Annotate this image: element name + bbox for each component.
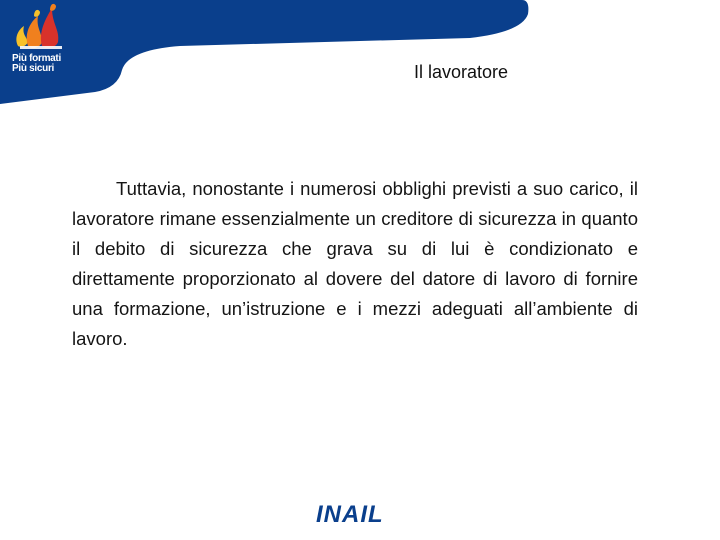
slide-title: Il lavoratore — [414, 62, 509, 82]
header-band — [0, 0, 720, 110]
logo-text: Più formati Più sicuri — [12, 53, 61, 74]
body-paragraph: Tuttavia, nonostante i numerosi obblighi previsti a suo carico, il lavoratore rimane essenzialmente un creditore di sicurezza in quanto il debito di sicurezza che grava su di lui è condizionato e direttamente proporzionato al dovere del datore di lavoro di fornire una formazione, un’istruzione e i mezzi adeguati all’ambiente di lavoro. — [72, 178, 638, 349]
inail-logo — [316, 500, 412, 526]
inail-logo-text: INAIL — [316, 501, 384, 526]
